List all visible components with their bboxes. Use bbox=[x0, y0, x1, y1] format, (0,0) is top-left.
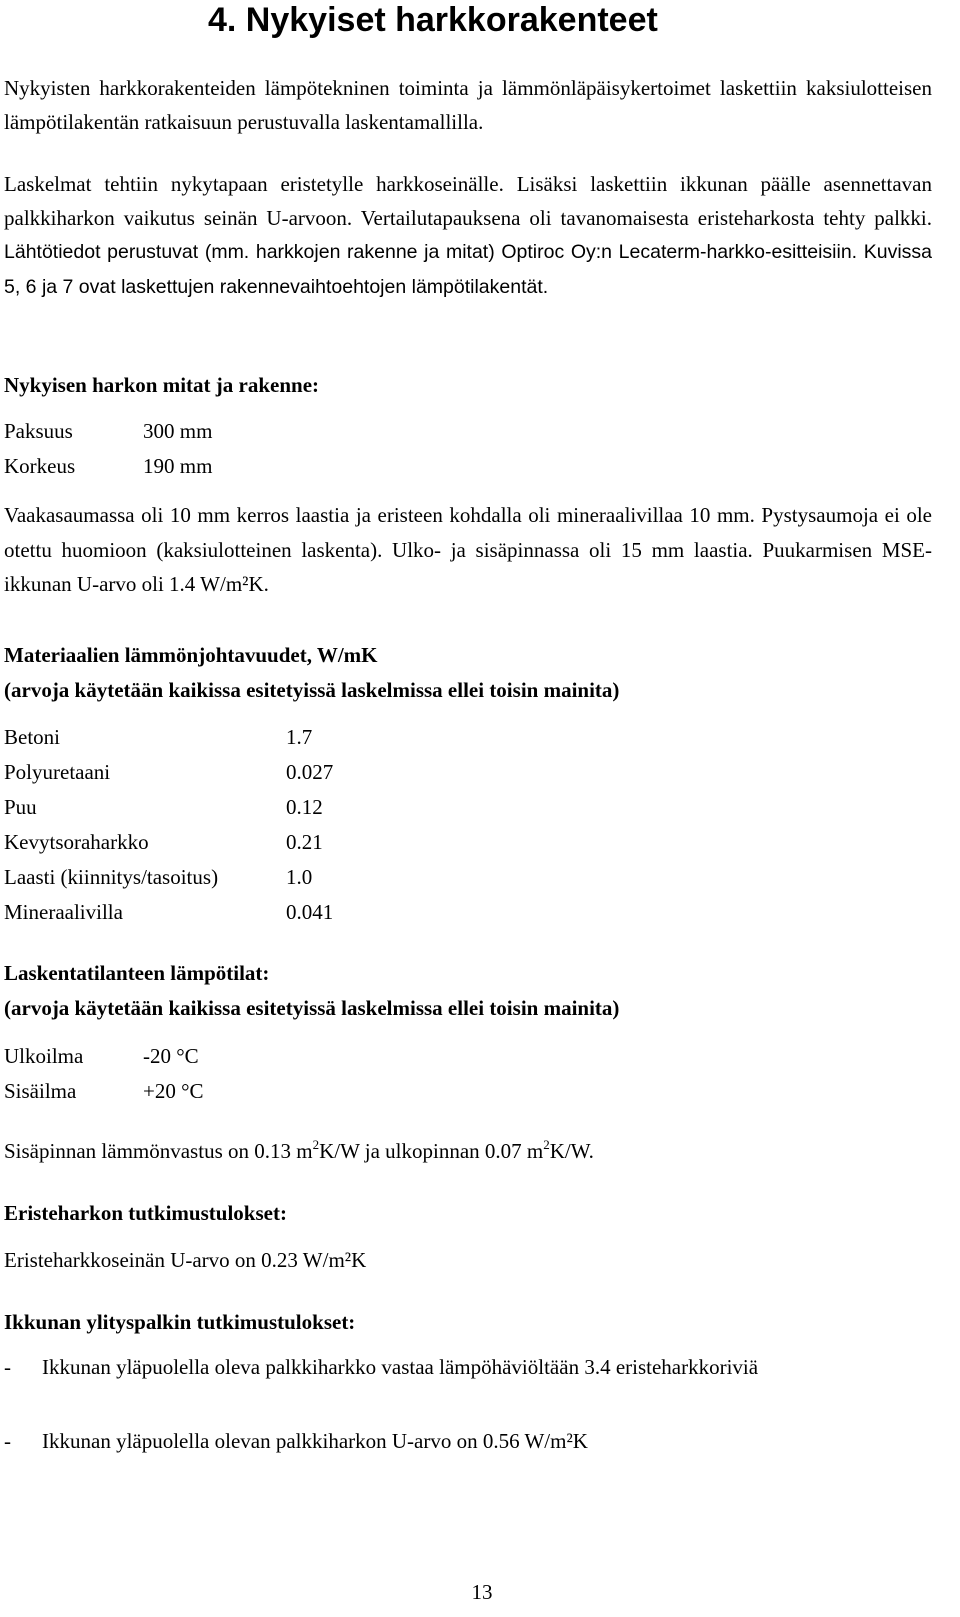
temperature-label: Sisäilma bbox=[4, 1079, 77, 1103]
material-label: Polyuretaani bbox=[4, 760, 111, 784]
material-label: Betoni bbox=[4, 725, 60, 749]
lintel-result-item bbox=[4, 1351, 932, 1384]
temperatures-subtitle: (arvoja käytetään kaikissa esitetyissä laskelmissa ellei toisin mainita) bbox=[4, 996, 620, 1020]
material-label: Puu bbox=[4, 795, 37, 819]
intro-paragraph-2-part-1: Laskelmat tehtiin nykytapaan eristetylle harkkoseinälle. Lisäksi laskettiin ikkunan päälle asennettavan palkkiharkon vaikutus seinän U-arvoon. Vertailutapauksena oli tavanomaisesta eristeharkosta tehty palkki. bbox=[4, 172, 932, 230]
surface-resistance-text: K/W. bbox=[549, 1139, 594, 1163]
surface-resistance-text: Sisäpinnan lämmönvastus on 0.13 m bbox=[4, 1139, 313, 1163]
lintel-result-text: Ikkunan yläpuolella olevan palkkiharkon U-arvo on 0.56 W/m²K bbox=[42, 1429, 588, 1453]
block-results-text: Eristeharkkoseinän U-arvo on 0.23 W/m²K bbox=[4, 1248, 367, 1272]
lintel-result-item bbox=[4, 1425, 932, 1458]
temperature-label: Ulkoilma bbox=[4, 1044, 84, 1068]
page-number: 13 bbox=[471, 1580, 493, 1604]
temperature-value: +20 °C bbox=[143, 1079, 204, 1103]
mortar-paragraph: Vaakasaumassa oli 10 mm kerros laastia ja eristeen kohdalla oli mineraalivillaa 10 mm. Pystysaumoja ei ole otettu huomioon (kaksiulotteinen laskenta). Ulko- ja sisäpinnassa oli 15 mm laastia. Puukarmisen MSE-ikkunan U-arvo oli 1.4 W/m²K. bbox=[4, 503, 932, 596]
dimension-label: Korkeus bbox=[4, 454, 76, 478]
temperatures-title: Laskentatilanteen lämpötilat: bbox=[4, 961, 270, 985]
material-label: Kevytsoraharkko bbox=[4, 830, 149, 854]
surface-resistance-line bbox=[4, 1136, 594, 1166]
intro-paragraph-2-part-2: Lähtötiedot perustuvat (mm. harkkojen rakenne ja mitat) Optiroc Oy:n Lecaterm-harkko-esitteisiin. Kuvissa 5, 6 ja 7 ovat laskettujen rakennevaihtoehtojen lämpötilakentät. bbox=[4, 241, 932, 298]
materials-title: Materiaalien lämmönjohtavuudet, W/mK bbox=[4, 643, 378, 667]
material-label: Mineraalivilla bbox=[4, 900, 123, 924]
dimension-value: 300 mm bbox=[143, 419, 213, 443]
materials-subtitle: (arvoja käytetään kaikissa esitetyissä laskelmissa ellei toisin mainita) bbox=[4, 678, 620, 702]
section-heading: 4. Nykyiset harkkorakenteet bbox=[208, 1, 658, 39]
superscript: 2 bbox=[312, 1137, 320, 1152]
intro-paragraph-2 bbox=[4, 168, 932, 304]
block-results-title: Eristeharkon tutkimustulokset: bbox=[4, 1201, 287, 1225]
list-dash: - bbox=[4, 1355, 11, 1379]
dimension-label: Paksuus bbox=[4, 419, 73, 443]
temperature-value: -20 °C bbox=[143, 1044, 199, 1068]
list-dash: - bbox=[4, 1429, 11, 1453]
superscript: 2 bbox=[543, 1137, 550, 1152]
material-label: Laasti (kiinnitys/tasoitus) bbox=[4, 865, 219, 889]
material-value: 0.041 bbox=[286, 900, 334, 924]
material-value: 0.21 bbox=[286, 830, 323, 854]
dimensions-title: Nykyisen harkon mitat ja rakenne: bbox=[4, 373, 320, 397]
intro-paragraph-1: Nykyisten harkkorakenteiden lämpötekninen toiminta ja lämmönläpäisykertoimet laskettiin kaksiulotteisen lämpötilakentän ratkaisuun perustuvalla laskentamallilla. bbox=[4, 76, 932, 134]
material-value: 1.7 bbox=[286, 725, 313, 749]
material-value: 0.12 bbox=[286, 795, 323, 819]
surface-resistance-text: K/W ja ulkopinnan 0.07 m bbox=[319, 1139, 544, 1163]
lintel-results-title: Ikkunan ylityspalkin tutkimustulokset: bbox=[4, 1310, 356, 1334]
material-value: 1.0 bbox=[286, 865, 313, 889]
lintel-result-text: Ikkunan yläpuolella oleva palkkiharkko vastaa lämpöhäviöltään 3.4 eristeharkkoriviä bbox=[42, 1355, 759, 1379]
dimension-value: 190 mm bbox=[143, 454, 213, 478]
material-value: 0.027 bbox=[286, 760, 334, 784]
